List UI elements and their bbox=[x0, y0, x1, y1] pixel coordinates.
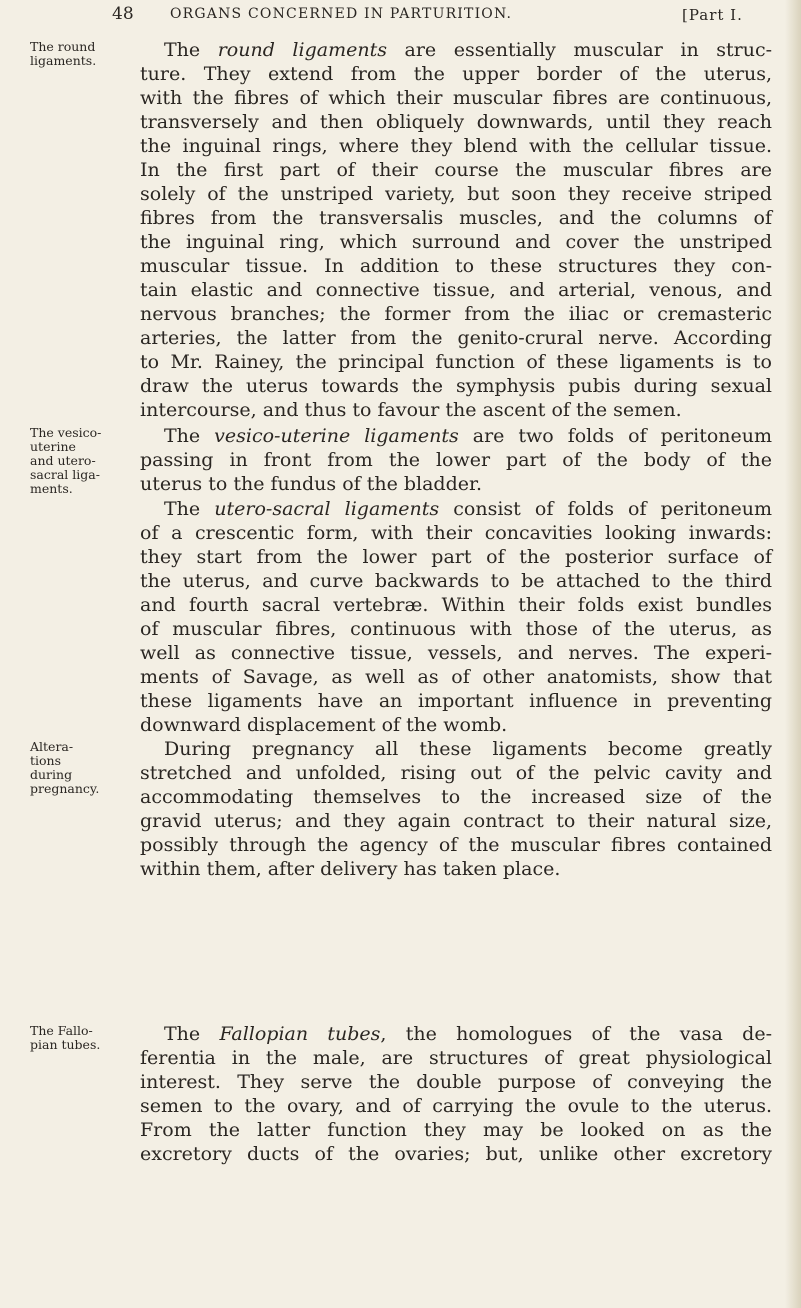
text-line: of muscular fibres, continuous with those of the uterus, as bbox=[140, 618, 772, 640]
text-line: of a crescentic form, with their concavities looking inwards: bbox=[140, 522, 772, 544]
text-line: uterus to the fundus of the bladder. bbox=[140, 473, 483, 495]
text-line: The Fallopian tubes, the homologues of the vasa de- bbox=[164, 1023, 772, 1045]
text-line: arteries, the latter from the genito-crural nerve. According bbox=[140, 327, 772, 349]
text-line: intercourse, and thus to favour the ascent of the semen. bbox=[140, 399, 682, 421]
page-number: 48 bbox=[112, 4, 134, 24]
margin-note-vesico-uterine bbox=[30, 426, 106, 496]
text-line: stretched and unfolded, rising out of the pelvic cavity and bbox=[140, 762, 772, 784]
margin-note-line: The vesico- bbox=[30, 425, 102, 440]
margin-note-line: during bbox=[30, 767, 73, 782]
running-header bbox=[0, 4, 801, 30]
text-line: tain elastic and connective tissue, and arterial, venous, and bbox=[140, 279, 772, 301]
text-line: within them, after delivery has taken place. bbox=[140, 858, 561, 880]
margin-note-line: pregnancy. bbox=[30, 781, 100, 796]
text-line: the inguinal ring, which surround and cover the unstriped bbox=[140, 231, 772, 253]
text-line: In the first part of their course the muscular fibres are bbox=[140, 159, 772, 181]
text-line: The round ligaments are essentially muscular in struc- bbox=[164, 39, 772, 61]
text-line: well as connective tissue, vessels, and nerves. The experi- bbox=[140, 642, 772, 664]
margin-note-line: sacral liga- bbox=[30, 467, 100, 482]
running-title: ORGANS CONCERNED IN PARTURITION. bbox=[170, 6, 513, 22]
text-line: to Mr. Rainey, the principal function of these ligaments is to bbox=[140, 351, 772, 373]
text-line: accommodating themselves to the increased size of the bbox=[140, 786, 772, 808]
text-line: From the latter function they may be looked on as the bbox=[140, 1119, 772, 1141]
margin-note-line: uterine bbox=[30, 439, 76, 454]
text-line: fibres from the transversalis muscles, and the columns of bbox=[140, 207, 772, 229]
margin-note-line: The round bbox=[30, 39, 96, 54]
text-line: downward displacement of the womb. bbox=[140, 714, 508, 736]
margin-note-line: Altera- bbox=[30, 739, 74, 754]
text-line: passing in front from the lower part of the body of the bbox=[140, 449, 772, 471]
margin-note-round-ligaments bbox=[30, 40, 106, 68]
text-line: The vesico-uterine ligaments are two folds of peritoneum bbox=[164, 425, 773, 447]
text-line: possibly through the agency of the muscular fibres contained bbox=[140, 834, 772, 856]
page-edge bbox=[785, 0, 801, 1308]
text-line: solely of the unstriped variety, but soon they receive striped bbox=[140, 183, 772, 205]
text-line: semen to the ovary, and of carrying the ovule to the uterus. bbox=[140, 1095, 772, 1117]
text-line: ferentia in the male, are structures of great physiological bbox=[140, 1047, 772, 1069]
text-line: ments of Savage, as well as of other anatomists, show that bbox=[140, 666, 772, 688]
margin-note-line: ligaments. bbox=[30, 53, 97, 68]
part-label: [Part I. bbox=[682, 6, 743, 24]
text-line: transversely and then obliquely downwards, until they reach bbox=[140, 111, 772, 133]
text-line: the uterus, and curve backwards to be attached to the third bbox=[140, 570, 772, 592]
text-line: and fourth sacral vertebræ. Within their folds exist bundles bbox=[140, 594, 772, 616]
margin-note-line: pian tubes. bbox=[30, 1037, 101, 1052]
margin-note-line: and utero- bbox=[30, 453, 96, 468]
text-line: these ligaments have an important influence in preventing bbox=[140, 690, 772, 712]
margin-note-line: The Fallo- bbox=[30, 1023, 93, 1038]
text-line: muscular tissue. In addition to these structures they con- bbox=[140, 255, 772, 277]
text-line: the inguinal rings, where they blend with the cellular tissue. bbox=[140, 135, 772, 157]
text-line: The utero-sacral ligaments consist of folds of peritoneum bbox=[164, 498, 772, 520]
text-line: they start from the lower part of the posterior surface of bbox=[140, 546, 772, 568]
text-line: gravid uterus; and they again contract to their natural size, bbox=[140, 810, 772, 832]
margin-note-fallopian bbox=[30, 1024, 106, 1052]
text-line: excretory ducts of the ovaries; but, unlike other excretory bbox=[140, 1143, 772, 1165]
text-line: nervous branches; the former from the iliac or cremasteric bbox=[140, 303, 772, 325]
text-line: interest. They serve the double purpose of conveying the bbox=[140, 1071, 772, 1093]
margin-note-line: tions bbox=[30, 753, 62, 768]
text-line: with the fibres of which their muscular fibres are continuous, bbox=[140, 87, 772, 109]
margin-note-line: ments. bbox=[30, 481, 73, 496]
text-line: ture. They extend from the upper border of the uterus, bbox=[140, 63, 772, 85]
margin-note-alterations bbox=[30, 740, 106, 796]
text-line: draw the uterus towards the symphysis pubis during sexual bbox=[140, 375, 772, 397]
text-line: During pregnancy all these ligaments become greatly bbox=[164, 738, 772, 760]
